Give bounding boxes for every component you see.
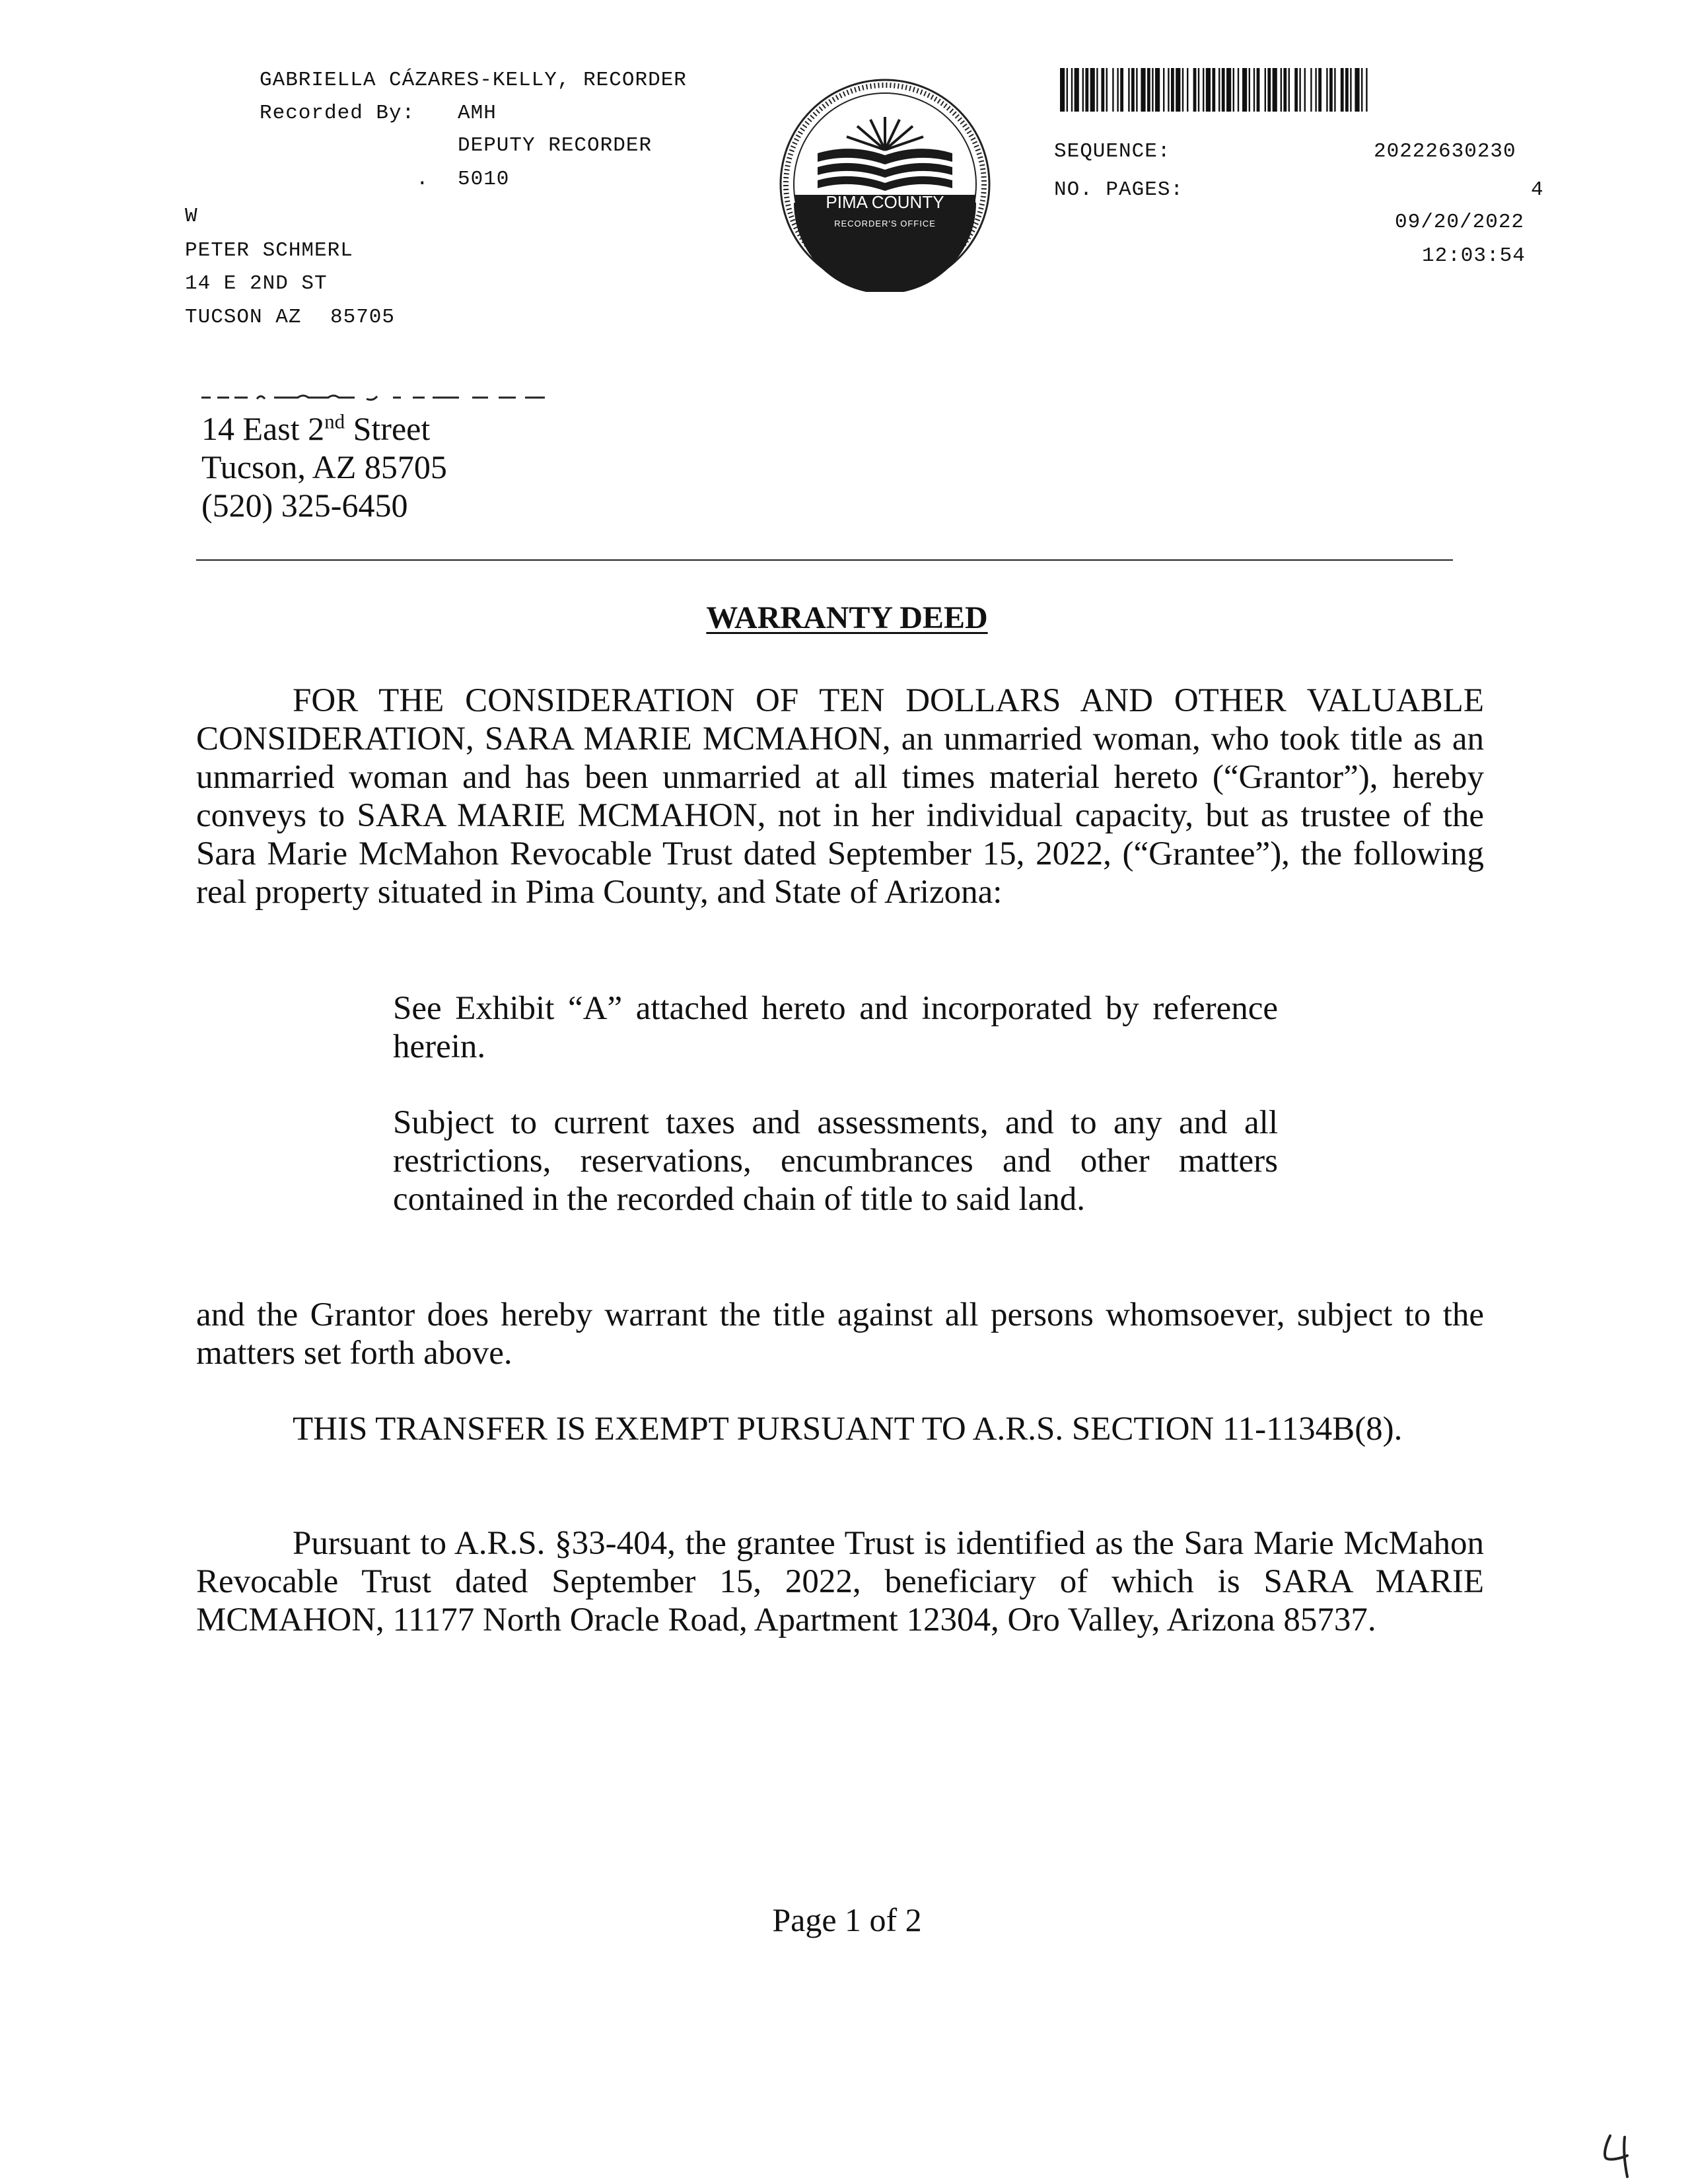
- barcode-bar: [1128, 68, 1129, 112]
- barcode-bar: [1131, 68, 1135, 112]
- barcode-bar: [1163, 68, 1164, 112]
- page-number: Page 1 of 2: [772, 1901, 922, 1938]
- barcode-bar: [1283, 68, 1287, 112]
- document-title: WARRANTY DEED: [706, 600, 988, 635]
- barcode-bar: [1136, 68, 1137, 112]
- barcode-bar: [1329, 68, 1333, 112]
- barcode-bar: [1120, 68, 1123, 112]
- barcode-bar: [1273, 68, 1277, 112]
- barcode-bar: [1182, 68, 1183, 112]
- barcode-bar: [1281, 68, 1282, 112]
- barcode-bar: [1071, 68, 1073, 112]
- exemption-paragraph: THIS TRANSFER IS EXEMPT PURSUANT TO A.R.S. SECTION 11-1134B(8).: [293, 1411, 1403, 1448]
- barcode-bar: [1226, 68, 1231, 112]
- barcode-bar: [1233, 68, 1234, 112]
- barcode-bar: [1249, 68, 1250, 112]
- barcode-bar: [1101, 68, 1104, 112]
- seal-sublabel: RECORDER'S OFFICE: [834, 219, 936, 229]
- consideration-paragraph: FOR THE CONSIDERATION OF TEN DOLLARS AND OTHER VALUABLE CONSIDERATION, SARA MARIE MCMAHON, an unmarried woman, who took title as an unmarried woman and has been unmarried at all times material hereto (“Grantor”), hereby conveys to SARA MARIE MCMAHON, not in her individual capacity, but as trustee of the Sara Marie McMahon Revocable Trust dated September 15, 2022, (“Grantee”), the following real property situated in Pima County, and State of Arizona:: [196, 682, 1484, 911]
- barcode-bar: [1304, 68, 1306, 112]
- sequence-label: SEQUENCE:: [1054, 140, 1171, 163]
- barcode-bar: [1299, 68, 1300, 112]
- return-city: TUCSON AZ: [185, 306, 302, 329]
- barcode-bar: [1310, 68, 1312, 112]
- return-marker: W: [185, 205, 198, 228]
- sequence-value: 20222630230: [1374, 140, 1516, 163]
- recorded-by-label: Recorded By:: [260, 102, 415, 125]
- pages-value: 4: [1531, 178, 1544, 201]
- barcode-bar: [1341, 68, 1344, 112]
- pima-county-seal: [778, 77, 993, 292]
- barcode-bar: [1117, 68, 1118, 112]
- barcode-bar: [1206, 68, 1211, 112]
- preparer-street: 14 East 2nd Street: [201, 409, 431, 447]
- barcode-bar: [1212, 68, 1215, 112]
- recording-date: 09/20/2022: [1395, 211, 1525, 234]
- exhibit-paragraph: See Exhibit “A” attached hereto and incorporated by reference herein.: [393, 990, 1278, 1065]
- trust-identification-paragraph: Pursuant to A.R.S. §33-404, the grantee Trust is identified as the Sara Marie McMahon Revocable Trust dated September 15, 2022, beneficiary of which is SARA MARIE MCMAHON, 11177 North Oracle Road, Apartment 12304, Oro Valley, Arizona 85737.: [196, 1525, 1484, 1638]
- barcode-bar: [1147, 68, 1150, 112]
- barcode-bar: [1176, 68, 1180, 112]
- barcode-bar: [1075, 68, 1079, 112]
- barcode-bar: [1141, 68, 1145, 112]
- barcode-bar: [1265, 68, 1266, 112]
- header-divider: [196, 559, 1453, 561]
- barcode-bar: [1366, 68, 1367, 112]
- barcode-bar: [1350, 68, 1351, 112]
- barcode-bar: [1085, 68, 1088, 112]
- barcode-bar: [1168, 68, 1169, 112]
- preparer-phone: (520) 325-6450: [201, 487, 408, 524]
- recorder-code: 5010: [458, 168, 510, 191]
- barcode-bar: [1171, 68, 1174, 112]
- barcode-bar: [1060, 68, 1065, 112]
- pages-label: NO. PAGES:: [1054, 178, 1184, 201]
- deputy-recorder: DEPUTY RECORDER: [458, 134, 653, 157]
- barcode-bar: [1082, 68, 1084, 112]
- barcode-bar: [1152, 68, 1153, 112]
- barcode-bar: [1267, 68, 1271, 112]
- barcode-bar: [1318, 68, 1322, 112]
- barcode-bar: [1361, 68, 1362, 112]
- barcode-bar: [1106, 68, 1108, 112]
- return-zip: 85705: [330, 306, 396, 329]
- barcode-bar: [1067, 68, 1068, 112]
- obscured-preparer-name: [201, 391, 569, 402]
- barcode-bar: [1334, 68, 1335, 112]
- barcode-bar: [1198, 68, 1199, 112]
- barcode-bar: [1242, 68, 1247, 112]
- barcode-bar: [1326, 68, 1327, 112]
- handwritten-page-mark: [1598, 2133, 1638, 2179]
- barcode-bar: [1187, 68, 1188, 112]
- warranty-paragraph: and the Grantor does hereby warrant the title against all persons whomsoever, subject to the matters set forth above.: [196, 1296, 1484, 1372]
- barcode-bar: [1112, 68, 1113, 112]
- subject-paragraph: Subject to current taxes and assessments, and to any and all restrictions, reservations, encumbrances and other matters contained in the recorded chain of title to said land.: [393, 1104, 1278, 1218]
- barcode-bar: [1355, 68, 1359, 112]
- barcode-bar: [1257, 68, 1260, 112]
- barcode-bar: [1315, 68, 1316, 112]
- header-dot: .: [416, 168, 429, 191]
- return-name: PETER SCHMERL: [185, 239, 353, 262]
- barcode-bar: [1253, 68, 1255, 112]
- return-street: 14 E 2ND ST: [185, 272, 328, 295]
- preparer-city: Tucson, AZ 85705: [201, 448, 447, 485]
- recording-time: 12:03:54: [1422, 244, 1526, 267]
- barcode-bar: [1090, 68, 1095, 112]
- barcode-bar: [1193, 68, 1197, 112]
- barcode-bar: [1096, 68, 1098, 112]
- barcode-bar: [1203, 68, 1204, 112]
- barcode-bar: [1238, 68, 1239, 112]
- barcode-bar: [1345, 68, 1349, 112]
- barcode: [1060, 68, 1508, 112]
- recorded-by-value: AMH: [458, 102, 497, 125]
- barcode-bar: [1288, 68, 1290, 112]
- barcode-bar: [1294, 68, 1298, 112]
- barcode-bar: [1222, 68, 1225, 112]
- recorder-name: GABRIELLA CÁZARES-KELLY, RECORDER: [260, 69, 687, 92]
- seal-label: PIMA COUNTY: [826, 192, 944, 212]
- barcode-bar: [1218, 68, 1220, 112]
- barcode-bar: [1155, 68, 1160, 112]
